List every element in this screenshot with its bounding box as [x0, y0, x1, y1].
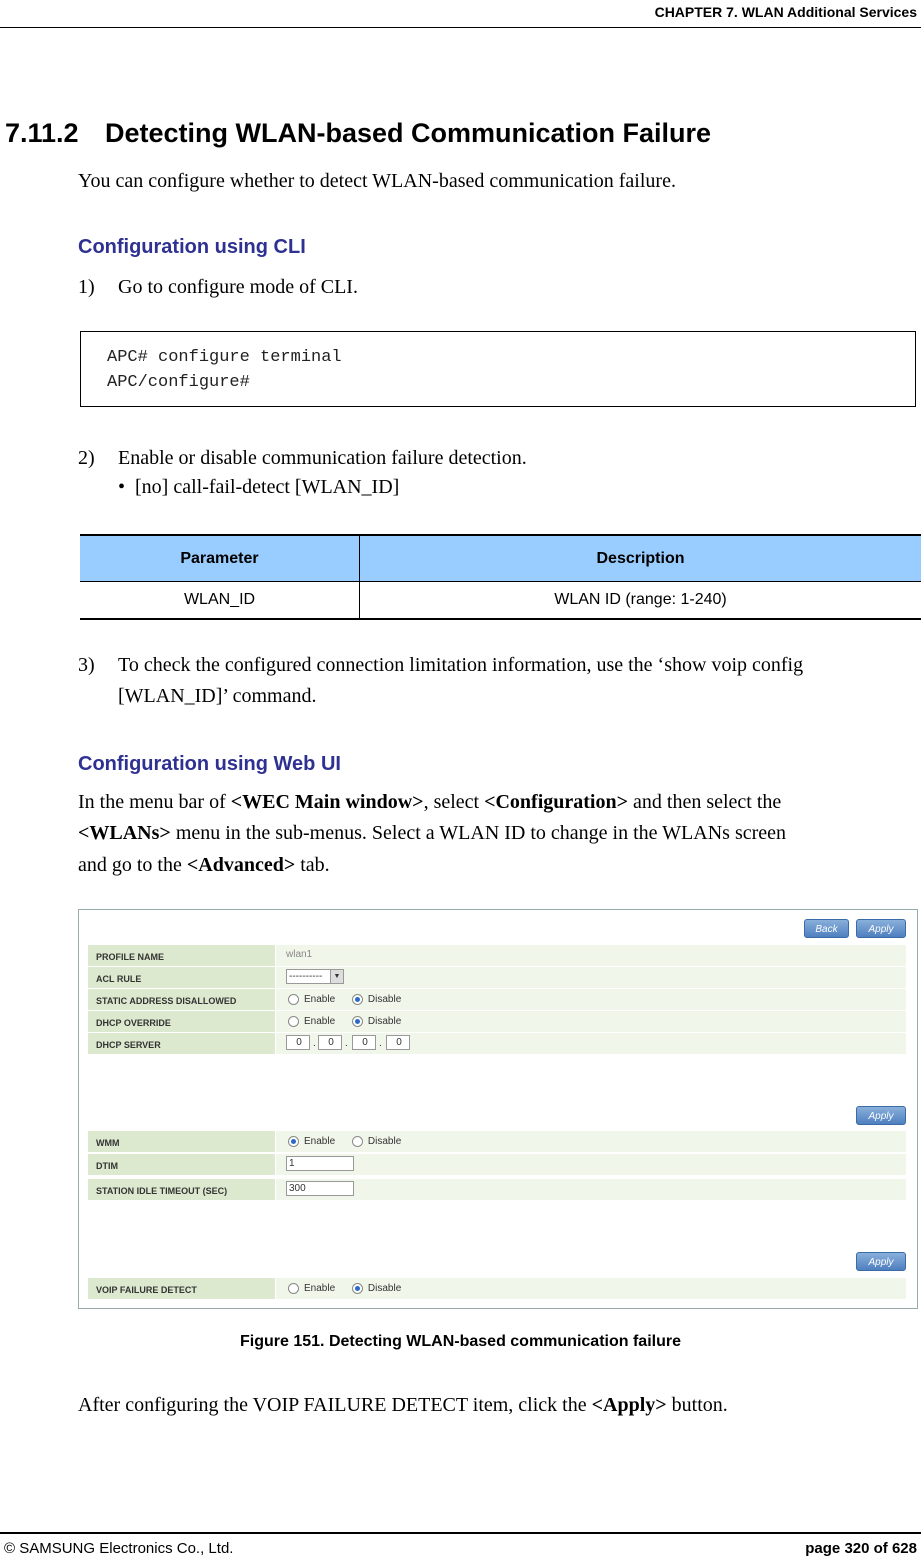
code-line: APC/configure# — [107, 373, 250, 392]
dhcp-server-label: DHCP SERVER — [88, 1033, 275, 1054]
code-line: APC# configure terminal — [107, 348, 342, 367]
web-paragraph-line3: and go to the <Advanced> tab. — [78, 854, 330, 876]
dhcp-override-label: DHCP OVERRIDE — [88, 1011, 275, 1032]
acl-rule-label: ACL RULE — [88, 967, 275, 988]
footer-copyright: © SAMSUNG Electronics Co., Ltd. — [4, 1540, 234, 1557]
row-dtim — [88, 1154, 906, 1176]
web-paragraph-line1: In the menu bar of <WEC Main window>, select <Configuration> and then select the — [78, 791, 782, 813]
dhcp-override-disable-radio[interactable] — [352, 1016, 363, 1027]
ip-octet-1[interactable]: 0 — [286, 1035, 310, 1050]
row-static-address: STATIC ADDRESS DISALLOWED Enable Disable — [88, 989, 906, 1011]
section-heading: Detecting WLAN-based Communication Failure — [105, 118, 712, 148]
table-header-parameter: Parameter — [80, 535, 360, 582]
cli-heading: Configuration using CLI — [78, 236, 306, 258]
voip-failure-label: VOIP FAILURE DETECT — [88, 1278, 275, 1299]
row-dhcp-server: DHCP SERVER 0 . 0 . 0 . 0 — [88, 1033, 906, 1055]
command-syntax: [no] call-fail-detect [WLAN_ID] — [135, 476, 400, 498]
voip-disable-radio[interactable] — [352, 1283, 363, 1294]
command-bullet: • [no] call-fail-detect [WLAN_ID] — [118, 476, 400, 498]
wmm-label: WMM — [88, 1131, 275, 1152]
table-cell: WLAN ID (range: 1-240) — [360, 582, 921, 620]
dtim-label: DTIM — [88, 1154, 275, 1175]
ip-octet-2[interactable]: 0 — [318, 1035, 342, 1050]
apply-button-middle[interactable]: Apply — [856, 1106, 906, 1125]
idle-timeout-input[interactable]: 300 — [286, 1181, 354, 1196]
row-wmm: WMM Enable Disable — [88, 1131, 906, 1153]
header-rule — [0, 27, 921, 28]
web-paragraph-line2: <WLANs> menu in the sub-menus. Select a WLAN ID to change in the WLANs screen — [78, 822, 787, 844]
row-profile-name — [88, 945, 906, 967]
row-idle-timeout — [88, 1179, 906, 1201]
step-3-num: 3) — [78, 654, 95, 676]
back-button[interactable]: Back — [804, 919, 849, 938]
table-header-description: Description — [360, 535, 921, 582]
figure-caption: Figure 151. Detecting WLAN-based communication failure — [240, 1333, 681, 1350]
ip-octet-4[interactable]: 0 — [386, 1035, 410, 1050]
acl-rule-select[interactable]: ---------- ▼ — [286, 969, 344, 984]
chevron-down-icon: ▼ — [330, 970, 343, 983]
parameter-table — [80, 534, 921, 620]
step-2-text: Enable or disable communication failure detection. — [118, 447, 527, 469]
step-2-num: 2) — [78, 447, 95, 469]
ip-octet-3[interactable]: 0 — [352, 1035, 376, 1050]
web-heading: Configuration using Web UI — [78, 753, 341, 775]
wlan-advanced-screenshot — [78, 909, 918, 1309]
profile-name-label: PROFILE NAME — [88, 945, 275, 966]
step-3-text-line2: [WLAN_ID]’ command. — [118, 685, 317, 707]
static-enable-radio[interactable] — [288, 994, 299, 1005]
wmm-disable-radio[interactable] — [352, 1136, 363, 1147]
footer-rule — [0, 1532, 921, 1534]
wmm-enable-radio[interactable] — [288, 1136, 299, 1147]
static-disable-radio[interactable] — [352, 994, 363, 1005]
closing-text: After configuring the VOIP FAILURE DETECT item, click the <Apply> button. — [78, 1394, 728, 1416]
intro-text: You can configure whether to detect WLAN-based communication failure. — [78, 170, 676, 192]
cli-code-box — [80, 331, 916, 407]
dhcp-override-enable-radio[interactable] — [288, 1016, 299, 1027]
step-2 — [78, 447, 527, 470]
step-3 — [78, 654, 803, 677]
voip-enable-radio[interactable] — [288, 1283, 299, 1294]
apply-button-top[interactable]: Apply — [856, 919, 906, 938]
section-title — [5, 118, 711, 149]
dtim-input[interactable]: 1 — [286, 1156, 354, 1171]
table-row — [80, 582, 921, 620]
section-number: 7.11.2 — [5, 118, 79, 148]
step-1 — [78, 276, 358, 299]
table-cell: WLAN_ID — [80, 582, 360, 620]
step-3-text-line1: To check the configured connection limitation information, use the ‘show voip config — [118, 654, 804, 676]
row-voip-failure: VOIP FAILURE DETECT Enable Disable — [88, 1278, 906, 1300]
chapter-header: CHAPTER 7. WLAN Additional Services — [654, 4, 917, 20]
row-dhcp-override: DHCP OVERRIDE Enable Disable — [88, 1011, 906, 1033]
step-1-num: 1) — [78, 276, 95, 298]
step-1-text: Go to configure mode of CLI. — [118, 276, 358, 298]
footer-page-number: page 320 of 628 — [805, 1540, 917, 1557]
profile-name-value: wlan1 — [286, 949, 313, 960]
row-acl-rule — [88, 967, 906, 989]
apply-button-bottom[interactable]: Apply — [856, 1252, 906, 1271]
idle-timeout-label: STATION IDLE TIMEOUT (SEC) — [88, 1179, 275, 1200]
static-address-label: STATIC ADDRESS DISALLOWED — [88, 989, 275, 1010]
